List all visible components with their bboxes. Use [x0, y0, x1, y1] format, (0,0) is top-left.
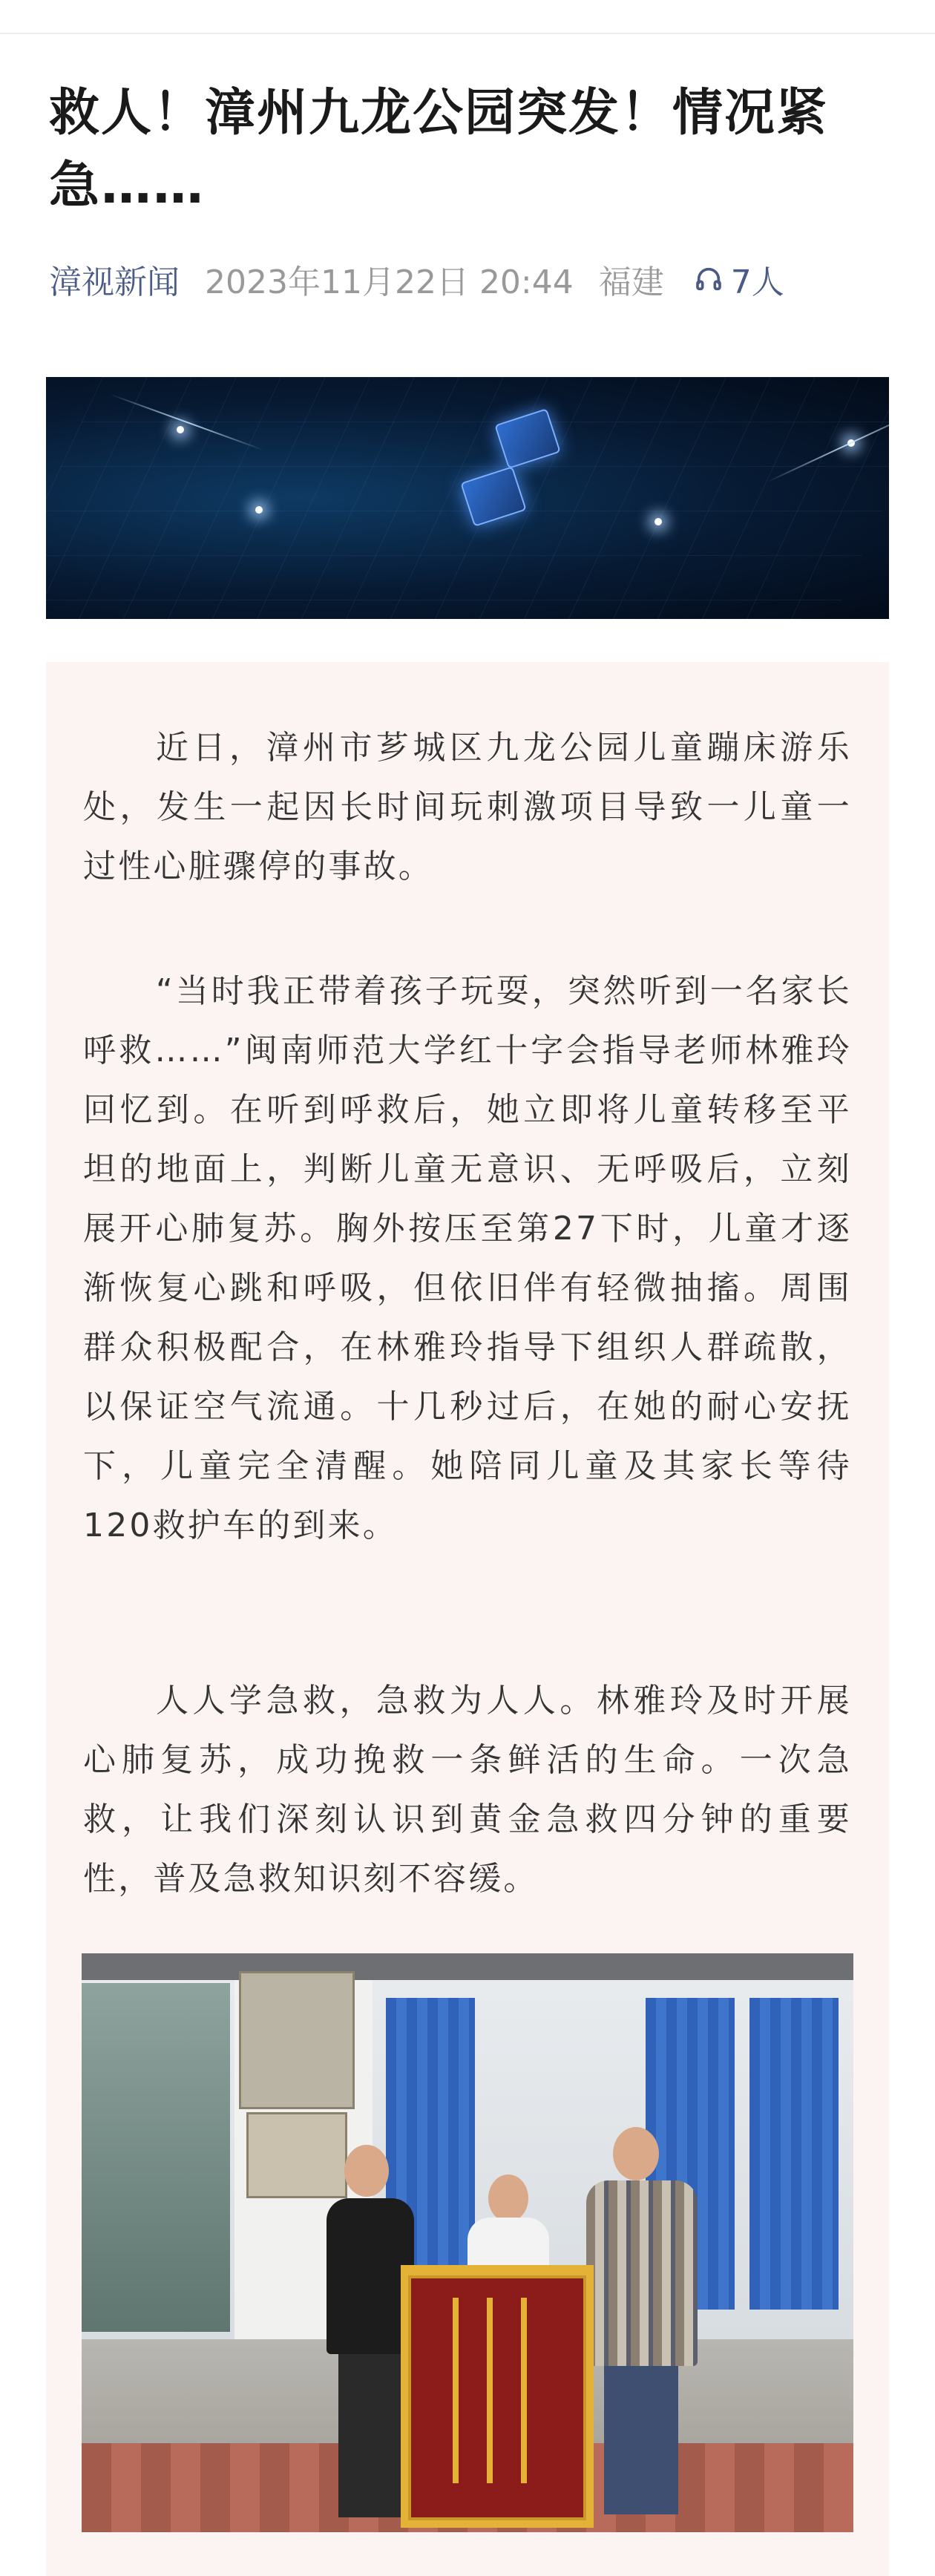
headphones-icon — [694, 264, 724, 294]
paragraph-3: 人人学急救，急救为人人。林雅玲及时开展心肺复苏，成功挽救一条鲜活的生命。一次急救，让我们深刻认识到黄金急救四分钟的重要性，普及急救知识刻不容缓。 — [83, 1682, 852, 1898]
photo-plaque — [246, 2112, 347, 2198]
light-flare — [255, 506, 263, 514]
paragraph-1: 近日，漳州市芗城区九龙公园儿童蹦床游乐处，发生一起因长时间玩刺激项目导致一儿童一过性心脏骤停的事故。 — [83, 729, 852, 885]
photo-glass-door — [82, 1983, 230, 2332]
article-title: 救人！漳州九龙公园突发！情况紧急…… — [49, 84, 829, 215]
top-bar — [0, 0, 935, 34]
publish-date: 2023年11月22日 20:44 — [205, 263, 574, 301]
silk-banner — [401, 2265, 594, 2528]
article-body — [46, 662, 889, 2576]
light-flare — [177, 426, 184, 433]
article-photo[interactable] — [82, 1953, 853, 2532]
location: 福建 — [598, 263, 664, 301]
photo-plaque — [239, 1971, 355, 2109]
source-link[interactable]: 漳视新闻 — [49, 263, 180, 301]
light-flare — [654, 518, 662, 525]
listen-button[interactable] — [694, 255, 784, 303]
article-meta — [49, 249, 784, 309]
paragraph-2: “当时我正带着孩子玩耍，突然听到一名家长呼救……”闽南师范大学红十字会指导老师林雅玲回忆到。在听到呼救后，她立即将儿童转移至平坦的地面上，判断儿童无意识、无呼吸后，立刻展开心肺复苏。胸外按压至第27下时，儿童才逐渐恢复心跳和呼吸，但依旧伴有轻微抽搐。周围群众积极配合，在林雅玲指导下组织人群疏散，以保证空气流通。十几秒过后，在她的耐心安抚下，儿童完全清醒。她陪同儿童及其家长等待120救护车的到来。 — [83, 972, 852, 1544]
photo-curtain — [749, 1998, 839, 2310]
listen-count: 7人 — [730, 263, 784, 301]
banner-image — [46, 377, 889, 619]
photo-ceiling — [82, 1953, 853, 1980]
